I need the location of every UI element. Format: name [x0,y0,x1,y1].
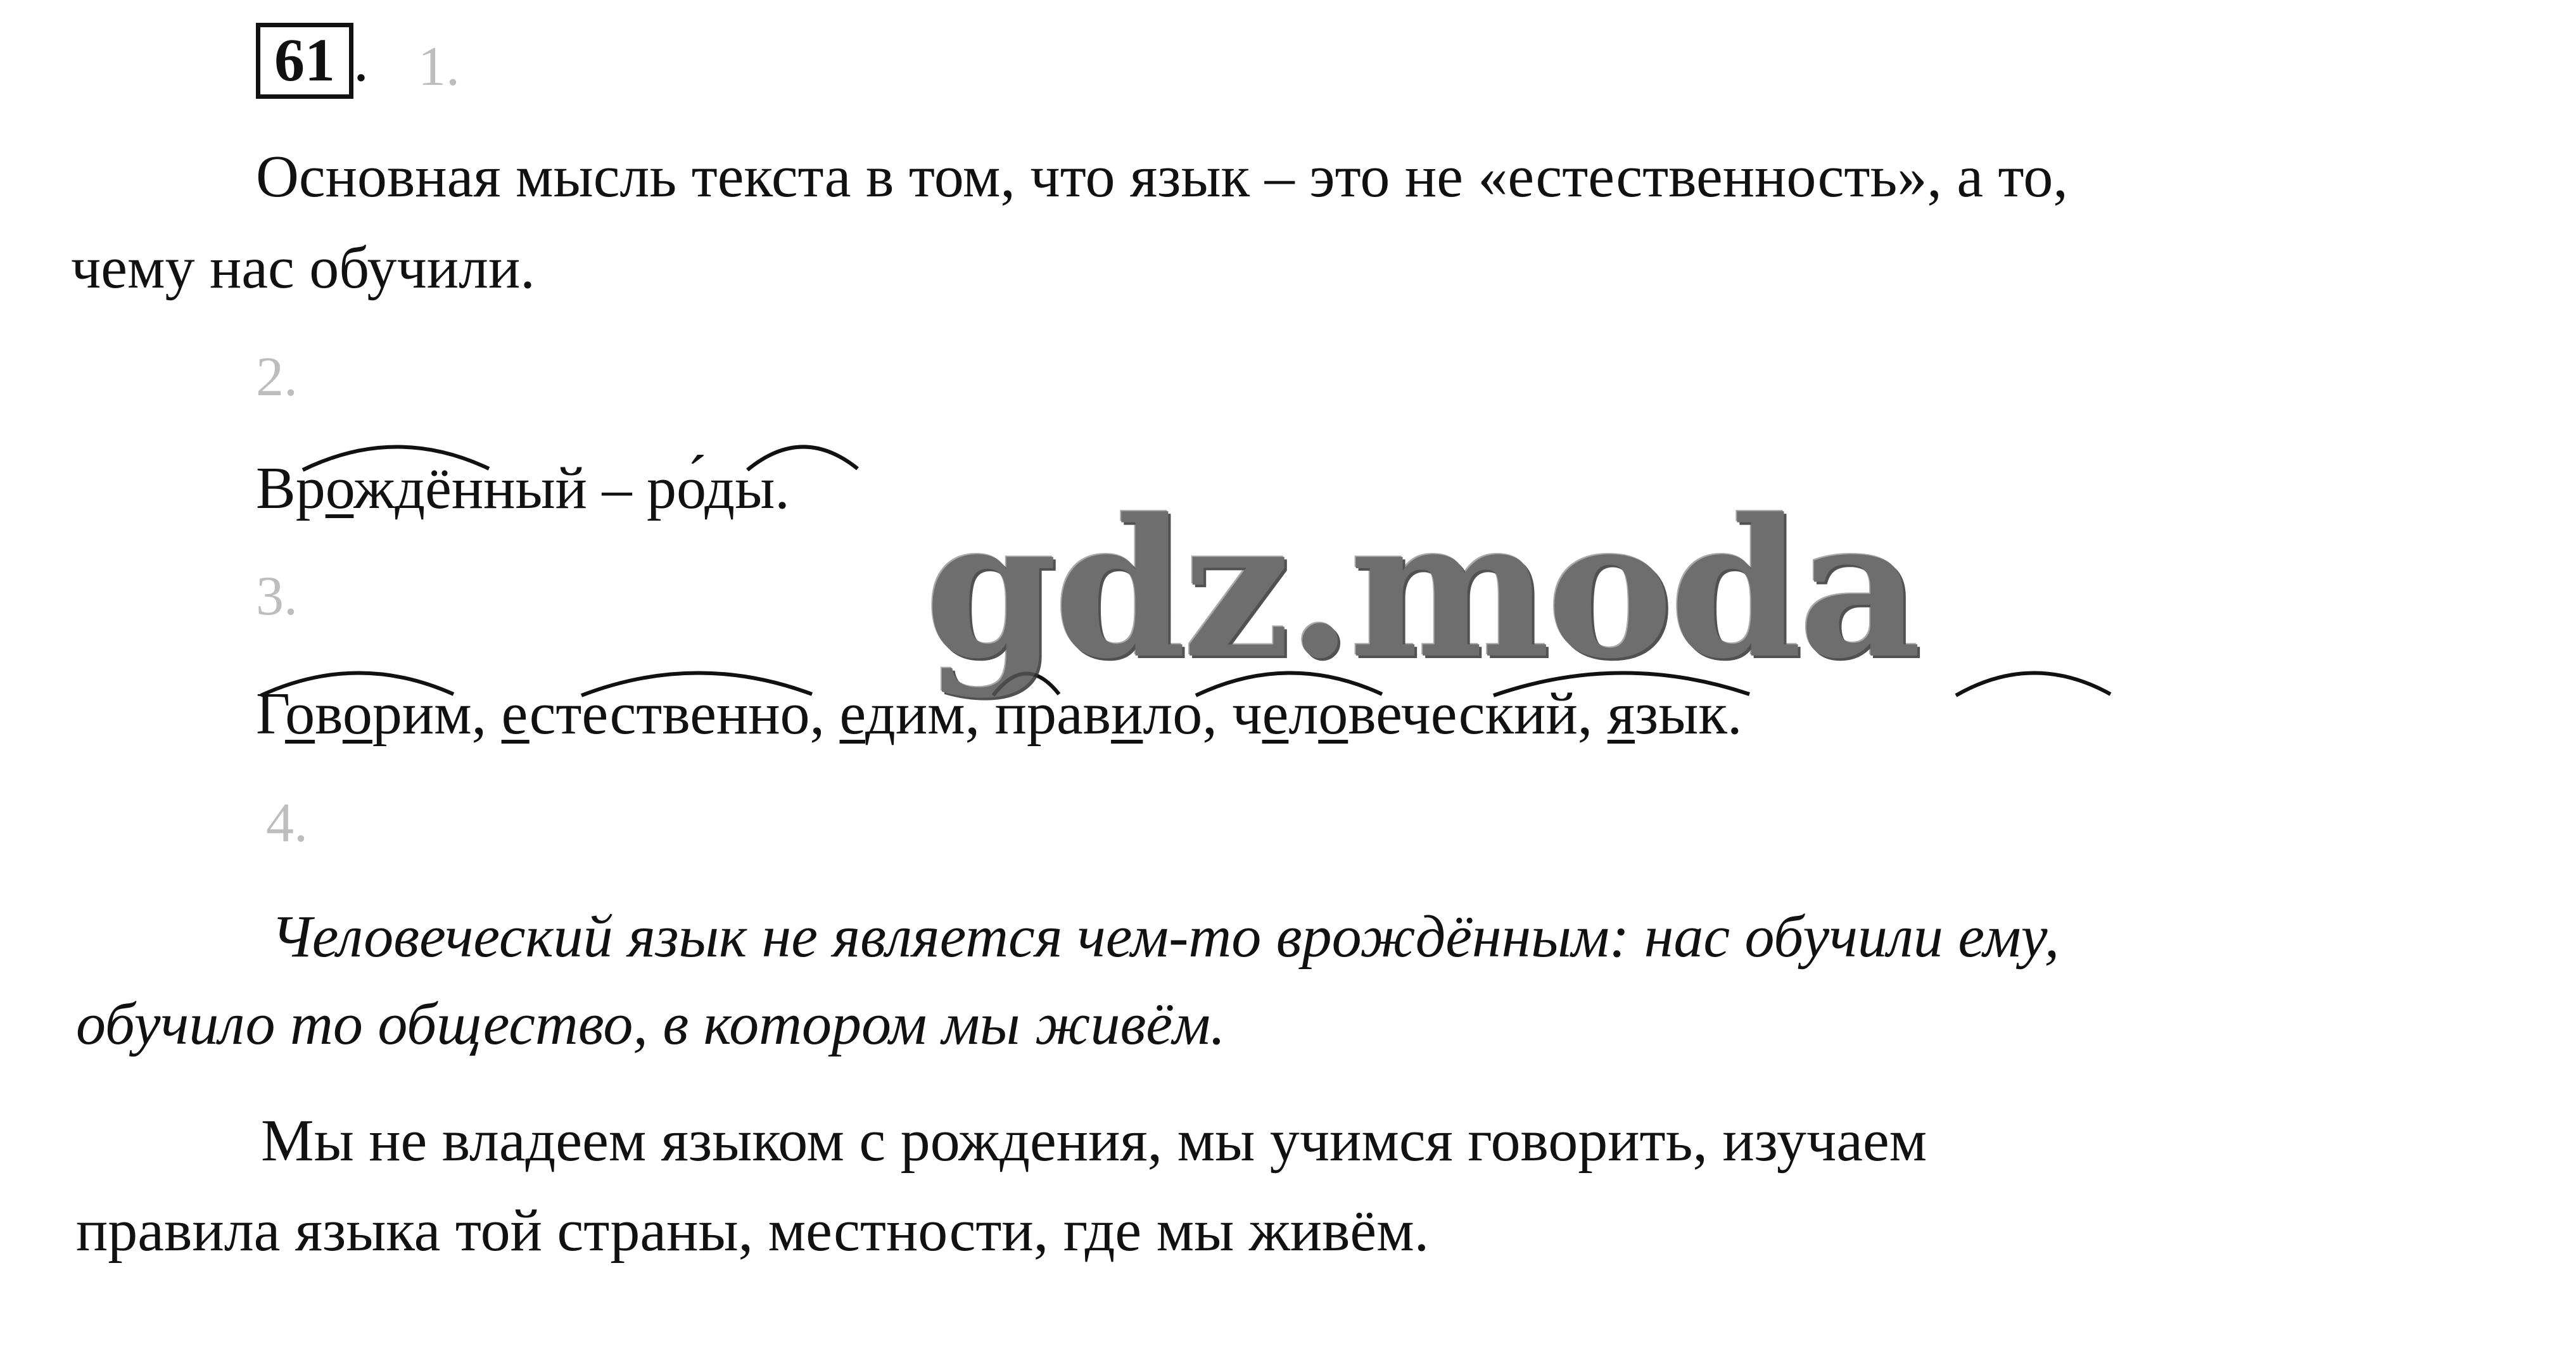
section-number-1: 1. [418,36,460,98]
word-part: ы. [735,455,790,521]
word-part: ро́ [646,455,705,521]
root-arc-mark [742,431,863,475]
word: человеческий, [1217,681,1593,747]
word: едим, [839,681,980,747]
paragraph1-line2: чему нас обучили. [71,235,535,301]
watermark-logo: gdz.moda [925,477,1919,701]
word: Говорим, [256,681,487,747]
word-part: Вр [256,455,326,521]
answer-line2: правила языка той страны, местности, где мы живём. [76,1198,1430,1264]
italic-answer-line1: Человеческий язык не является чем-то врождённым: нас обучили ему, [271,904,2060,970]
paragraph1-line1: Основная мысль текста в том, что язык – это не «естественность», а то, [256,144,2068,210]
word: правило, [980,681,1217,747]
task-number [256,23,369,99]
italic-answer-line2: обучило то общество, в котором мы живём. [76,991,1226,1057]
word: естественно, [501,681,825,747]
root-arc-mark [256,656,459,701]
root-arc-mark [298,431,494,475]
task-number-box: 61 [256,23,353,99]
section-number-4: 4. [266,792,308,854]
section-number-3: 3. [256,566,298,627]
word-part: ждённый [353,455,587,521]
underlined-letter: о [325,455,354,521]
answer-line1: Мы не владеем языком с рождения, мы учимся говорить, изучаем [261,1108,1927,1174]
root-arc-mark [576,656,817,701]
section-number-2: 2. [256,346,298,408]
task-number-dot: . [353,26,369,94]
underlined-letter: д [704,455,735,521]
dash: – [587,455,647,521]
root-arc-mark [1951,656,2116,701]
word: язык. [1607,681,1742,747]
